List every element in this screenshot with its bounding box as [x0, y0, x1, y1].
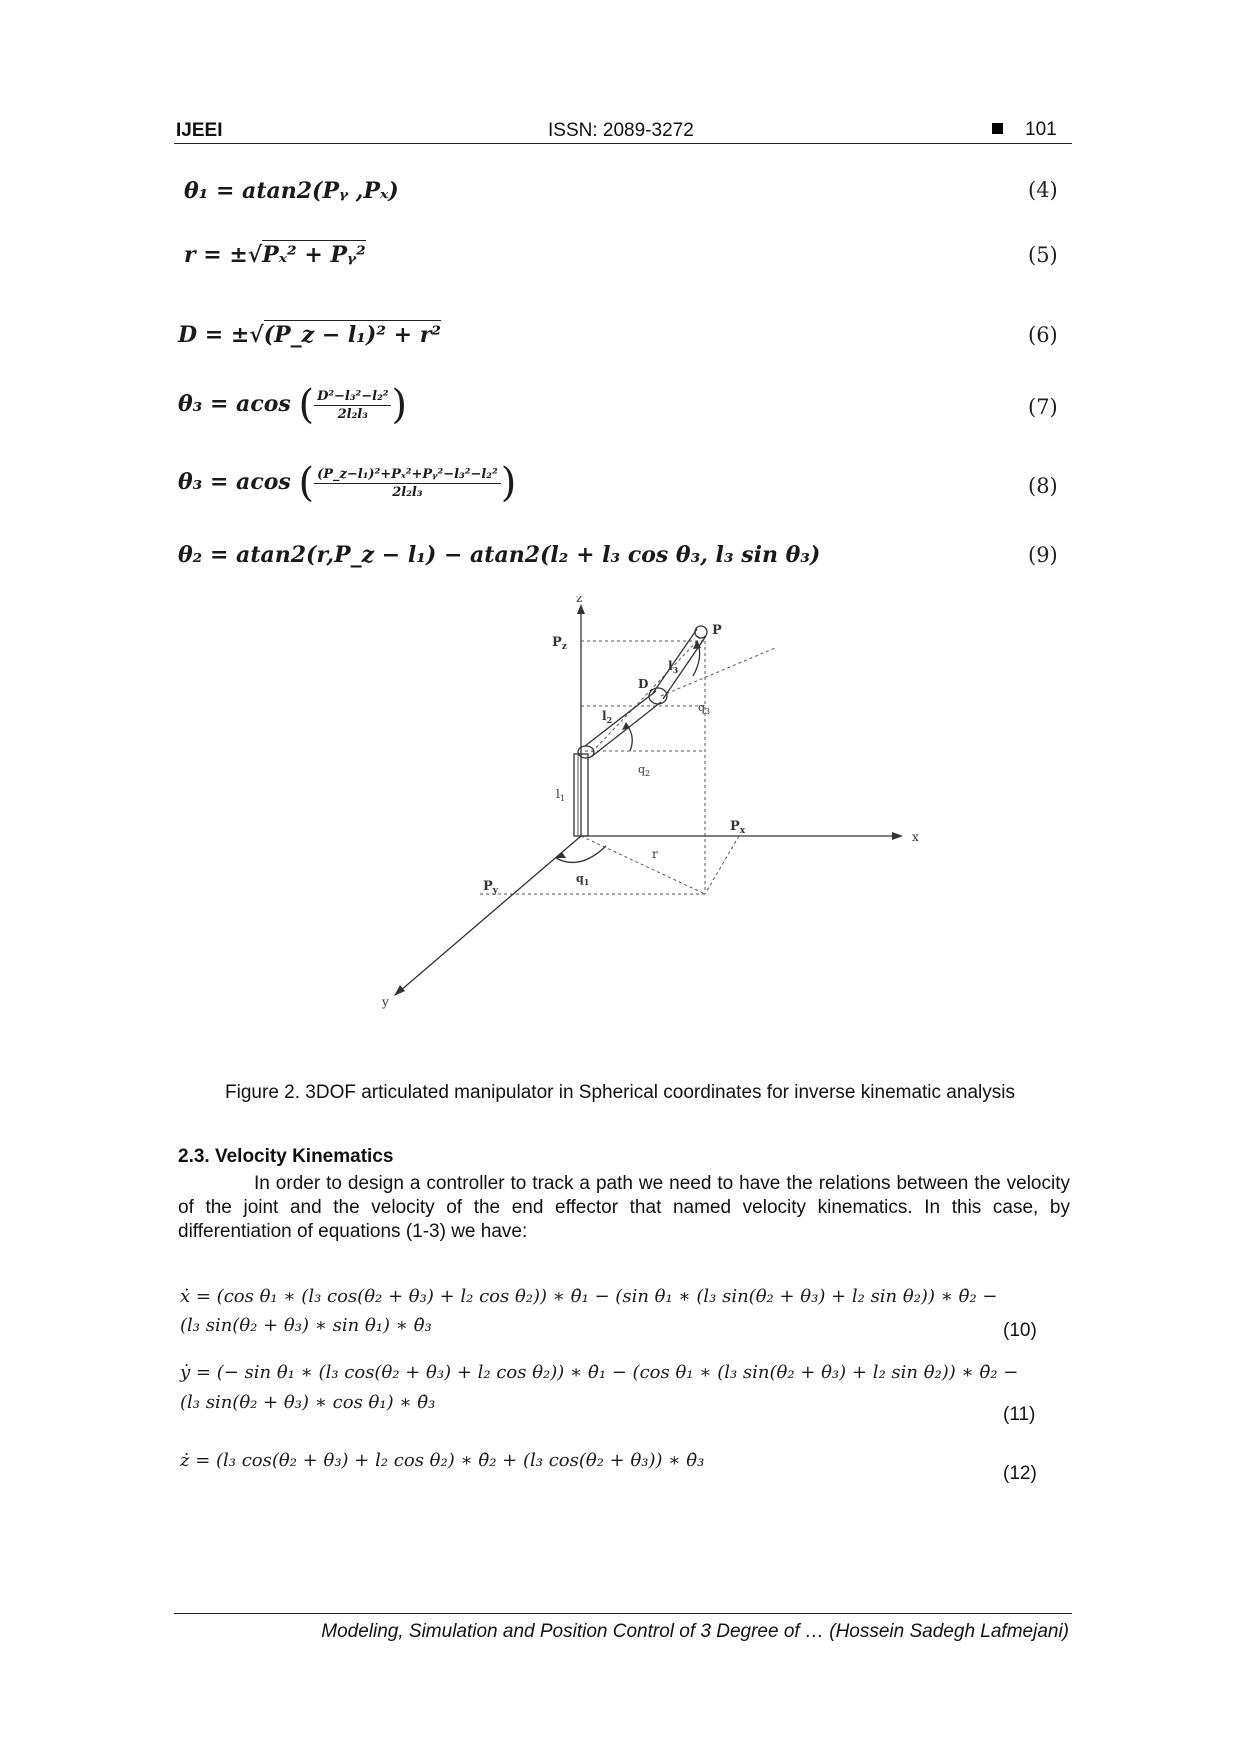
equation-10-line-1: ẋ = (cos θ₁ ∗ (l₃ cos(θ₂ + θ₃) + l₂ cos θ₂)) ∗ θ̇₁ − (sin θ₁ ∗ (l₃ sin(θ₂ + θ₃) + l₂ sin θ₂)) ∗ θ̇₂ −	[180, 1286, 998, 1307]
section-heading: 2.3. Velocity Kinematics	[178, 1146, 394, 1167]
page-number-block	[992, 119, 1057, 141]
equation-8-number: (8)	[1028, 474, 1058, 498]
equation-12: ż = (l₃ cos(θ₂ + θ₃) + l₂ cos θ₂) ∗ θ̇₂ + (l₃ cos(θ₂ + θ₃)) ∗ θ̇₃	[180, 1450, 705, 1471]
equation-12-number: (12)	[1003, 1463, 1037, 1484]
equation-7-lhs: θ₃ = acos	[178, 391, 291, 417]
l2-label: $l_2$	[602, 709, 613, 725]
x-axis-arrowhead	[892, 832, 903, 840]
x-axis-label: x	[912, 830, 919, 844]
equation-10-number: (10)	[1003, 1320, 1037, 1341]
l1-label: $l_1$	[556, 787, 565, 803]
equation-8: θ₃ = acos ( $\frac{\text{(P\_z−l₁)²+Pₓ²+Pᵧ²−l₃²−l₂²}}{\text{2l₂l₃}}$ )	[178, 460, 517, 506]
equation-6-number: (6)	[1028, 323, 1058, 347]
equation-11-line-2: (l₃ sin(θ₂ + θ₃) ∗ cos θ₁) ∗ θ̇₃	[180, 1392, 436, 1413]
q3-label: $q_3$	[698, 701, 711, 716]
equation-4: θ₁ = atan2(Pᵧ ,Pₓ)	[184, 178, 399, 204]
equation-6-lhs: D = ±√	[178, 322, 264, 348]
py-label: $P_y$	[483, 879, 499, 896]
equation-9-number: (9)	[1028, 543, 1058, 567]
equation-5-number: (5)	[1028, 243, 1058, 267]
journal-name: IJEEI	[176, 120, 223, 141]
equation-7: θ₃ = acos ( $\frac{\text{D²−l₃²−l₂²}}{\text{2l₂l₃}}$ )	[178, 382, 408, 428]
running-footer: Modeling, Simulation and Position Control of 3 Degree of … (Hossein Sadegh Lafmejani)	[321, 1621, 1069, 1642]
equation-8-fraction	[314, 467, 501, 500]
q1-angle-arc	[556, 846, 606, 862]
page-number: 101	[1025, 119, 1057, 140]
equation-7-number: (7)	[1028, 395, 1058, 419]
q2-label: $q_2$	[638, 763, 651, 778]
q1-label: $q_1$	[576, 872, 590, 887]
pz-label: $P_z$	[552, 635, 567, 652]
d-line	[592, 638, 700, 752]
footer-rule	[174, 1613, 1072, 1614]
equation-4-number: (4)	[1028, 178, 1058, 202]
l3-label: $l_3$	[668, 659, 679, 675]
equation-11-line-1: ẏ = (− sin θ₁ ∗ (l₃ cos(θ₂ + θ₃) + l₂ cos θ₂)) ∗ θ̇₁ − (cos θ₁ ∗ (l₃ sin(θ₂ + θ₃) + l₂ sin θ₂)) ∗ θ̇₂ −	[180, 1362, 1019, 1383]
equation-8-numerator: (P_z−l₁)²+Pₓ²+Pᵧ²−l₃²−l₂²	[314, 467, 501, 484]
r-label: r	[652, 847, 658, 861]
px-projection	[705, 836, 739, 894]
equation-7-denominator: 2l₂l₃	[337, 406, 368, 422]
end-effector	[695, 626, 707, 638]
equation-5-lhs: r = ±√	[184, 242, 263, 268]
equation-11-number: (11)	[1003, 1404, 1036, 1425]
y-axis-label: y	[382, 995, 389, 1009]
issn: ISSN: 2089-3272	[548, 120, 694, 141]
p-label: P	[712, 623, 722, 638]
r-line	[581, 836, 705, 894]
section-paragraph	[178, 1172, 1070, 1244]
manipulator-figure	[360, 596, 920, 1026]
figure-caption: Figure 2. 3DOF articulated manipulator in Spherical coordinates for inverse kinematic analysis	[225, 1082, 1015, 1103]
z-axis-arrowhead	[577, 604, 585, 614]
link-2-upper-edge	[585, 691, 656, 746]
equation-8-lhs: θ₃ = acos	[178, 469, 291, 495]
equation-6	[178, 322, 441, 348]
section-paragraph-text: In order to design a controller to track a path we need to have the relations between the velocity of the joint and the velocity of the end effector that named velocity kinematics. In this case, by differentiation of equations (1-3) we have:	[178, 1173, 1070, 1242]
equation-5	[184, 242, 366, 268]
header-rule	[174, 143, 1072, 144]
equation-9: θ₂ = atan2(r,P_z − l₁) − atan2(l₂ + l₃ cos θ₃, l₃ sin θ₃)	[178, 542, 821, 568]
equation-10-line-2: (l₃ sin(θ₂ + θ₃) ∗ sin θ₁) ∗ θ̇₃	[180, 1315, 432, 1336]
d-label: D	[638, 677, 649, 691]
equation-8-denominator: 2l₂l₃	[392, 484, 423, 500]
square-bullet-icon	[992, 123, 1003, 134]
equation-5-radicand: Pₓ² + Pᵧ²	[262, 242, 366, 268]
y-axis-arrowhead	[394, 985, 405, 996]
equation-6-radicand: (P_z − l₁)² + r²	[263, 322, 441, 348]
y-axis	[400, 836, 581, 991]
z-axis-label: z	[576, 596, 583, 605]
equation-7-fraction	[314, 389, 391, 422]
equation-7-numerator: D²−l₃²−l₂²	[314, 389, 391, 406]
px-label: $P_x$	[730, 819, 746, 836]
